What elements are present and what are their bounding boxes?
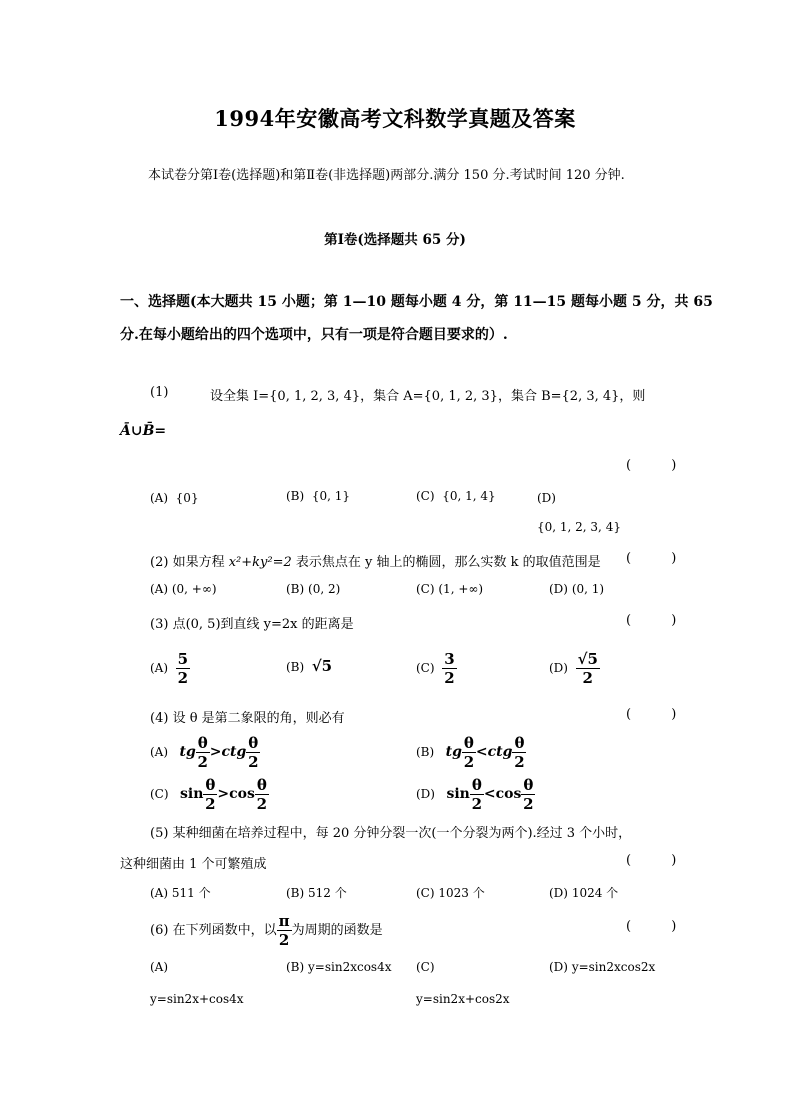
- q3-option-b: (B) √5: [286, 657, 333, 675]
- instructions-line-1: 一、选择题(本大题共 15 小题；第 1—10 题每小题 4 分，第 11—15 题每小题 5 分，共 65: [120, 294, 713, 310]
- q1-option-d-label: (D): [537, 491, 556, 505]
- q4-option-d: (D) sin $\frac{\theta}{2}$ <cos $\frac{\theta}{2}$: [416, 776, 534, 813]
- q3-answer-blank: ( ): [626, 613, 695, 628]
- q2-answer-blank: ( ): [626, 551, 695, 566]
- q3-option-d: (D) $\frac{√5}{2}$: [549, 650, 598, 687]
- q1-number: (1): [150, 385, 169, 400]
- q1-stem-math: Ā∪B̄=: [120, 423, 167, 439]
- q6-answer-blank: ( ): [626, 919, 695, 934]
- q2-option-a: (A) (0, +∞): [150, 582, 217, 596]
- section-heading: 第Ⅰ卷(选择题共 65 分): [324, 232, 466, 248]
- q5-option-b: (B) 512 个: [286, 886, 347, 900]
- q5-option-c: (C) 1023 个: [416, 886, 485, 900]
- q5-stem: (5) 某种细菌在培养过程中，每 20 分钟分裂一次(一个分裂为两个).经过 3 个小时，: [150, 826, 632, 841]
- instructions-line-2: 分.在每小题给出的四个选项中，只有一项是符合题目要求的）.: [120, 327, 508, 343]
- q6-option-b: (B) y=sin2xcos4x: [286, 960, 392, 974]
- q6-stem: (6) 在下列函数中，以 $\frac{\pi}{2}$ 为周期的函数是: [150, 912, 383, 949]
- exam-intro: 本试卷分第Ⅰ卷(选择题)和第Ⅱ卷(非选择题)两部分.满分 150 分.考试时间 120 分钟.: [148, 168, 625, 183]
- q2-option-b: (B) (0, 2): [286, 582, 341, 596]
- q1-option-a: (A) {0}: [150, 491, 199, 505]
- q4-option-b: (B) tg $\frac{\theta}{2}$ <ctg $\frac{\theta}{2}$: [416, 734, 525, 771]
- q3-option-a: (A) $\frac{5}{2}$: [150, 650, 189, 687]
- q1-answer-blank: ( ): [626, 458, 695, 473]
- q3-option-c: (C) $\frac{3}{2}$: [416, 650, 455, 687]
- q2-stem: (2) 如果方程 x²+ky²=2 表示焦点在 y 轴上的椭圆，那么实数 k 的取值范围是: [150, 555, 601, 570]
- q6-option-d: (D) y=sin2xcos2x: [549, 960, 656, 974]
- q4-option-c: (C) sin $\frac{\theta}{2}$ >cos $\frac{\theta}{2}$: [150, 776, 268, 813]
- q2-option-c: (C) (1, +∞): [416, 582, 484, 596]
- q6-option-a-label: (A): [150, 960, 169, 974]
- q1-option-b: (B) {0, 1}: [286, 489, 350, 503]
- q4-option-a: (A) tg $\frac{\theta}{2}$ >ctg $\frac{\theta}{2}$: [150, 734, 259, 771]
- q5-option-d: (D) 1024 个: [549, 886, 619, 900]
- q1-stem: 设全集 I={0, 1, 2, 3, 4}，集合 A={0, 1, 2, 3}，集合 B={2, 3, 4}，则: [210, 389, 646, 404]
- q3-stem: (3) 点(0, 5)到直线 y=2x 的距离是: [150, 617, 354, 632]
- q6-option-a-text: y=sin2x+cos4x: [150, 992, 244, 1006]
- q5-option-a: (A) 511 个: [150, 886, 211, 900]
- q2-option-d: (D) (0, 1): [549, 582, 605, 596]
- document-title: 1994年安徽高考文科数学真题及答案: [214, 106, 576, 131]
- q6-option-c-label: (C): [416, 960, 435, 974]
- q1-option-d-text: {0, 1, 2, 3, 4}: [537, 520, 621, 534]
- q5-stem-line-2: 这种细菌由 1 个可繁殖成: [120, 857, 267, 872]
- q1-option-c: (C) {0, 1, 4}: [416, 489, 496, 503]
- q6-option-c-text: y=sin2x+cos2x: [416, 992, 510, 1006]
- q4-answer-blank: ( ): [626, 707, 695, 722]
- q4-stem: (4) 设 θ 是第二象限的角，则必有: [150, 711, 345, 726]
- q5-answer-blank: ( ): [626, 853, 695, 868]
